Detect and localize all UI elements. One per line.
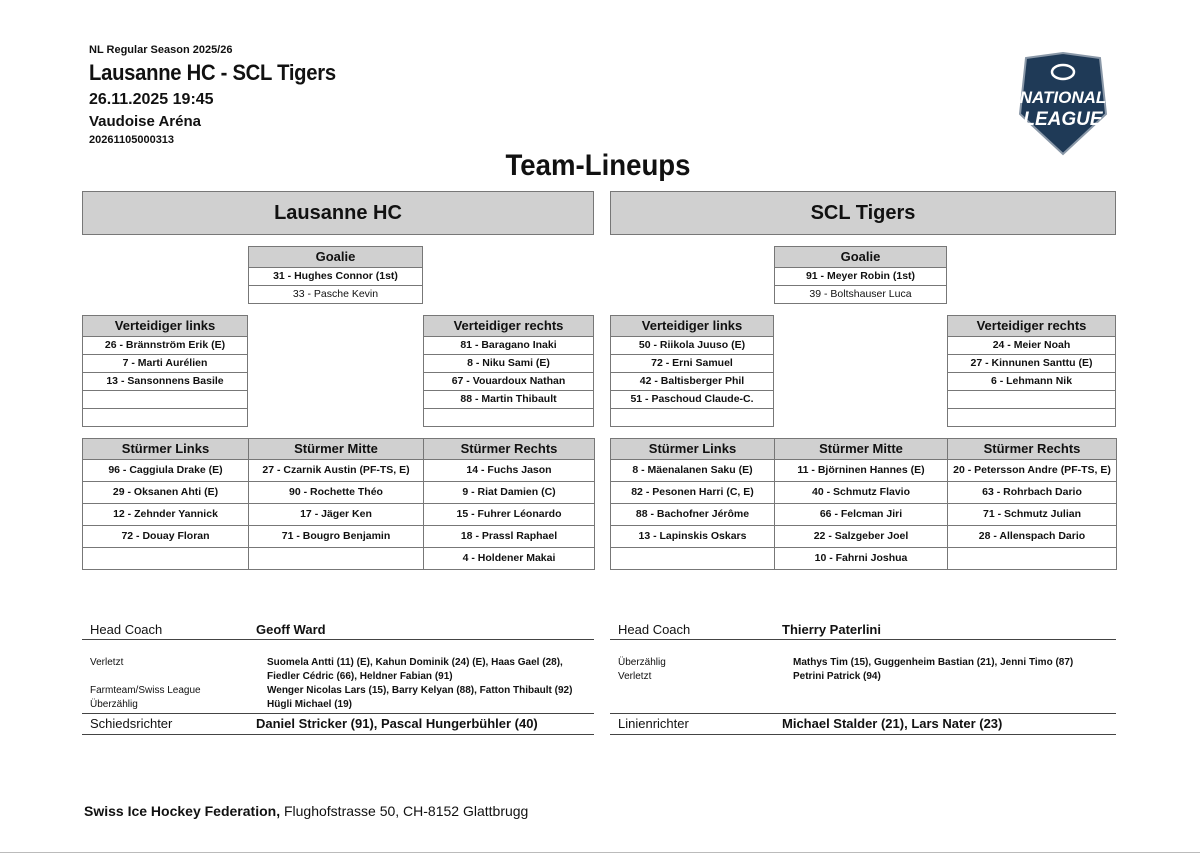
player-cell: [83, 391, 248, 409]
divider: [82, 734, 594, 735]
home-coach-label: Head Coach: [90, 622, 163, 637]
home-def-left-table: [82, 315, 248, 427]
away-goalie-table: [774, 246, 947, 304]
player-cell: [611, 548, 775, 570]
player-cell: [83, 548, 249, 570]
player-cell: [948, 548, 1117, 570]
player-cell: 67 - Vouardoux Nathan: [424, 373, 594, 391]
away-extra-label: Überzählig: [618, 657, 666, 668]
home-injured-label: Verletzt: [90, 657, 124, 668]
player-cell: 13 - Lapinskis Oskars: [611, 526, 775, 548]
game-id: 20261105000313: [89, 134, 175, 146]
player-cell: 7 - Marti Aurélien: [83, 355, 248, 373]
player-cell: 88 - Martin Thibault: [424, 391, 594, 409]
player-cell: 72 - Douay Floran: [83, 526, 249, 548]
away-def-left-table: [610, 315, 774, 427]
logo-line1: NATIONAL: [1019, 88, 1107, 107]
home-def-right-table: [423, 315, 594, 427]
goalie-cell: 31 - Hughes Connor (1st): [249, 268, 423, 286]
player-cell: 17 - Jäger Ken: [249, 504, 424, 526]
player-cell: [424, 409, 594, 427]
player-cell: 71 - Schmutz Julian: [948, 504, 1117, 526]
player-cell: [611, 409, 774, 427]
match-datetime: 26.11.2025 19:45: [89, 91, 214, 108]
away-forwards-table: [610, 438, 1117, 570]
home-forwards-table: [82, 438, 595, 570]
page-bottom-border: [0, 852, 1200, 853]
fwd-center-header: Stürmer Mitte: [775, 439, 948, 460]
fwd-left-header: Stürmer Links: [83, 439, 249, 460]
fwd-center-header: Stürmer Mitte: [249, 439, 424, 460]
fwd-right-header: Stürmer Rechts: [948, 439, 1117, 460]
fwd-right-header: Stürmer Rechts: [424, 439, 595, 460]
away-extra-list: Mathys Tim (15), Guggenheim Bastian (21), Jenni Timo (87): [793, 657, 1074, 668]
match-title: Lausanne HC - SCL Tigers: [89, 60, 336, 85]
footer: [84, 803, 528, 819]
player-cell: [249, 548, 424, 570]
player-cell: 10 - Fahrni Joshua: [775, 548, 948, 570]
linesmen-names: Michael Stalder (21), Lars Nater (23): [782, 716, 1003, 731]
player-cell: 9 - Riat Damien (C): [424, 482, 595, 504]
player-cell: 82 - Pesonen Harri (C, E): [611, 482, 775, 504]
player-cell: 50 - Riikola Juuso (E): [611, 337, 774, 355]
fwd-left-header: Stürmer Links: [611, 439, 775, 460]
player-cell: [948, 391, 1116, 409]
def-right-header: Verteidiger rechts: [948, 316, 1116, 337]
player-cell: 8 - Niku Sami (E): [424, 355, 594, 373]
away-injured-label: Verletzt: [618, 671, 652, 682]
home-team-header: Lausanne HC: [82, 191, 594, 235]
player-cell: 20 - Petersson Andre (PF-TS, E): [948, 460, 1117, 482]
player-cell: 42 - Baltisberger Phil: [611, 373, 774, 391]
player-cell: [83, 409, 248, 427]
home-goalie-table: [248, 246, 423, 304]
player-cell: 71 - Bougro Benjamin: [249, 526, 424, 548]
home-farm-label: Farmteam/Swiss League: [90, 685, 201, 696]
player-cell: 28 - Allenspach Dario: [948, 526, 1117, 548]
away-injured-list: Petrini Patrick (94): [793, 671, 881, 682]
player-cell: 11 - Björninen Hannes (E): [775, 460, 948, 482]
referees-label: Schiedsrichter: [90, 716, 173, 731]
player-cell: 51 - Paschoud Claude-C.: [611, 391, 774, 409]
player-cell: 24 - Meier Noah: [948, 337, 1116, 355]
home-farm-list: Wenger Nicolas Lars (15), Barry Kelyan (88), Fatton Thibault (92): [267, 685, 573, 696]
away-def-right-table: [947, 315, 1116, 427]
player-cell: 27 - Czarnik Austin (PF-TS, E): [249, 460, 424, 482]
def-right-header: Verteidiger rechts: [424, 316, 594, 337]
away-coach-name: Thierry Paterlini: [782, 622, 881, 637]
player-cell: 15 - Fuhrer Léonardo: [424, 504, 595, 526]
goalie-cell: 91 - Meyer Robin (1st): [775, 268, 947, 286]
player-cell: 72 - Erni Samuel: [611, 355, 774, 373]
player-cell: 96 - Caggiula Drake (E): [83, 460, 249, 482]
logo-line2: LEAGUE: [1023, 109, 1103, 130]
home-injured-line2: Fiedler Cédric (66), Heldner Fabian (91): [267, 671, 453, 682]
season-label: NL Regular Season 2025/26: [89, 44, 233, 56]
home-injured-line1: Suomela Antti (11) (E), Kahun Dominik (24) (E), Haas Gael (28),: [267, 657, 563, 668]
player-cell: 29 - Oksanen Ahti (E): [83, 482, 249, 504]
goalie-cell: 39 - Boltshauser Luca: [775, 286, 947, 304]
player-cell: 4 - Holdener Makai: [424, 548, 595, 570]
player-cell: 63 - Rohrbach Dario: [948, 482, 1117, 504]
divider: [610, 639, 1116, 640]
def-left-header: Verteidiger links: [611, 316, 774, 337]
player-cell: 13 - Sansonnens Basile: [83, 373, 248, 391]
referees-names: Daniel Stricker (91), Pascal Hungerbühler (40): [256, 716, 538, 731]
goalie-header: Goalie: [775, 247, 947, 268]
player-cell: 14 - Fuchs Jason: [424, 460, 595, 482]
player-cell: 26 - Brännström Erik (E): [83, 337, 248, 355]
footer-org: Swiss Ice Hockey Federation,: [84, 803, 281, 819]
page-title: Team-Lineups: [505, 149, 691, 182]
away-team-header: SCL Tigers: [610, 191, 1116, 235]
def-left-header: Verteidiger links: [83, 316, 248, 337]
player-cell: 81 - Baragano Inaki: [424, 337, 594, 355]
divider: [610, 734, 1116, 735]
player-cell: [948, 409, 1116, 427]
divider: [610, 713, 1116, 714]
player-cell: 18 - Prassl Raphael: [424, 526, 595, 548]
match-venue: Vaudoise Aréna: [89, 113, 201, 130]
player-cell: 40 - Schmutz Flavio: [775, 482, 948, 504]
home-coach-name: Geoff Ward: [256, 622, 326, 637]
home-extra-label: Überzählig: [90, 699, 138, 710]
player-cell: 66 - Felcman Jiri: [775, 504, 948, 526]
footer-address: Flughofstrasse 50, CH-8152 Glattbrugg: [283, 803, 529, 819]
goalie-cell: 33 - Pasche Kevin: [249, 286, 423, 304]
player-cell: 22 - Salzgeber Joel: [775, 526, 948, 548]
player-cell: 88 - Bachofner Jérôme: [611, 504, 775, 526]
player-cell: 90 - Rochette Théo: [249, 482, 424, 504]
divider: [82, 639, 594, 640]
player-cell: 8 - Mäenalanen Saku (E): [611, 460, 775, 482]
goalie-header: Goalie: [249, 247, 423, 268]
player-cell: 6 - Lehmann Nik: [948, 373, 1116, 391]
national-league-logo: [1018, 52, 1108, 156]
player-cell: 27 - Kinnunen Santtu (E): [948, 355, 1116, 373]
divider: [82, 713, 594, 714]
linesmen-label: Linienrichter: [618, 716, 689, 731]
player-cell: 12 - Zehnder Yannick: [83, 504, 249, 526]
home-extra-list: Hügli Michael (19): [267, 699, 353, 710]
away-coach-label: Head Coach: [618, 622, 691, 637]
